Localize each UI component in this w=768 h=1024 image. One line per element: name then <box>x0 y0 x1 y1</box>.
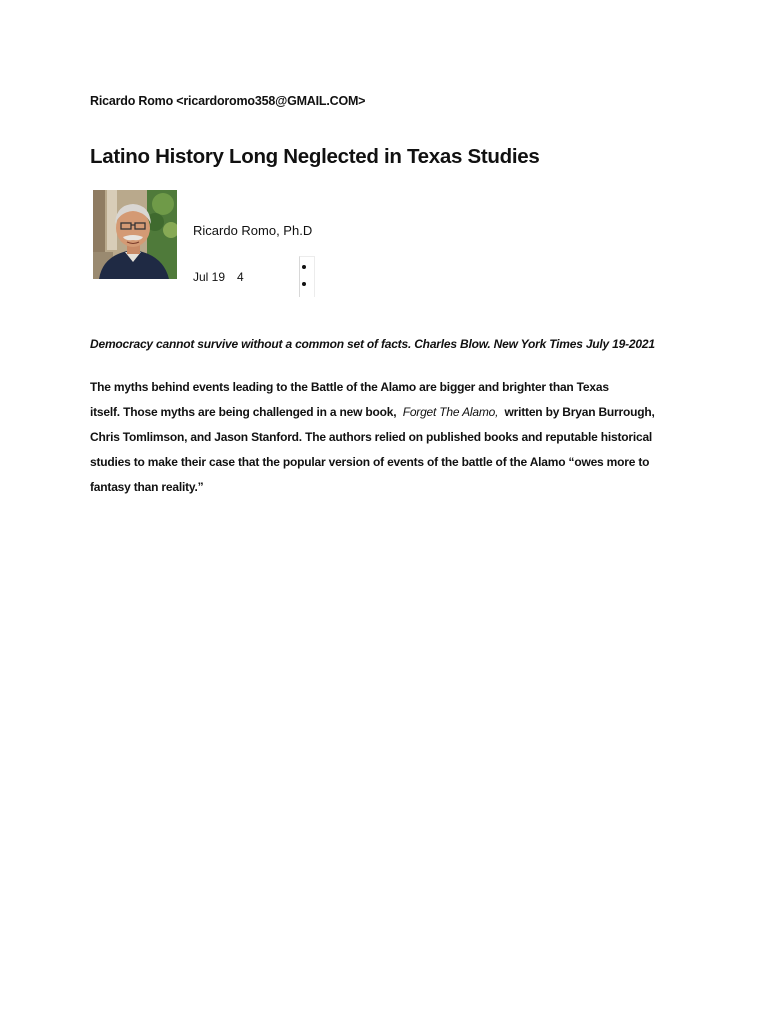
body-line: studies to make their case that the popular version of events of the battle of the Alamo “owes more to <box>90 455 650 469</box>
author-avatar <box>93 190 177 279</box>
author-name: Ricardo Romo, Ph.D <box>193 223 313 238</box>
epigraph-quote: Democracy cannot survive without a common set of facts. Charles Blow. New York Times July 19-2021 <box>90 337 655 351</box>
email-sender: Ricardo Romo <ricardoromo358@GMAIL.COM> <box>90 94 366 108</box>
body-line: fantasy than reality.” <box>90 480 204 494</box>
post-count: 4 <box>237 270 244 284</box>
more-options-menu[interactable] <box>299 256 315 297</box>
post-date: Jul 19 <box>193 270 226 284</box>
body-line: The myths behind events leading to the Battle of the Alamo are bigger and brighter than Texas <box>90 380 609 394</box>
body-text-segment: written by Bryan Burrough, <box>504 405 655 419</box>
body-line <box>90 400 690 425</box>
menu-dot-icon <box>302 265 306 269</box>
article-body <box>90 375 690 500</box>
body-line: Chris Tomlimson, and Jason Stanford. The authors relied on published books and reputable historical <box>90 430 653 444</box>
article-title: Latino History Long Neglected in Texas Studies <box>90 145 540 168</box>
body-text-segment: itself. Those myths are being challenged in a new book, <box>90 405 397 419</box>
menu-dot-icon <box>302 282 306 286</box>
book-title: Forget The Alamo, <box>402 405 499 419</box>
post-meta <box>193 270 244 284</box>
